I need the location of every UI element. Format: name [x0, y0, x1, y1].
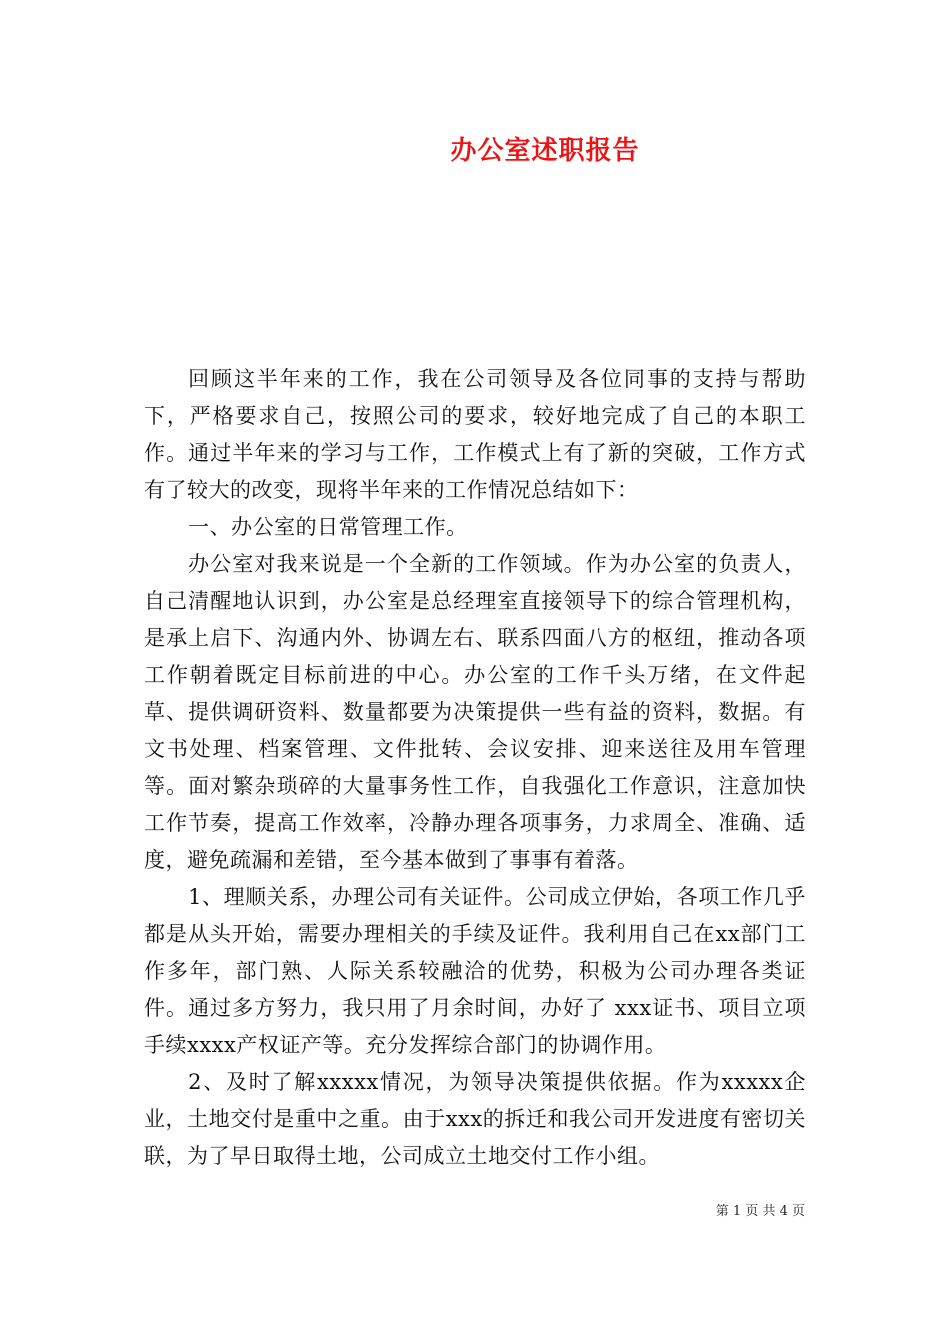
paragraph-intro: 回顾这半年来的工作，我在公司领导及各位同事的支持与帮助下，严格要求自己，按照公司的要求，较好地完成了自己的本职工作。通过半年来的学习与工作，工作模式上有了新的突破，工作方式有了较大的改变，现将半年来的工作情况总结如下： — [144, 367, 806, 502]
page-number-footer: 第 1 页 共 4 页 — [715, 1204, 805, 1219]
section-heading-1: 一、办公室的日常管理工作。 — [188, 515, 468, 539]
paragraph-item-1: 1、理顺关系，办理公司有关证件。公司成立伊始，各项工作几乎都是从头开始，需要办理相关的手续及证件。我利用自己在xx部门工作多年，部门熟、人际关系较融洽的优势，积极为公司办理各类证件。通过多方努力，我只用了月余时间，办好了 xxx证书、项目立项手续xxxx产权证产等。充分发挥综合部门的协调作用。 — [144, 885, 806, 1057]
document-title: 办公室述职报告 — [450, 136, 640, 166]
paragraph-daily-management: 办公室对我来说是一个全新的工作领域。作为办公室的负责人，自己清醒地认识到，办公室是总经理室直接领导下的综合管理机构，是承上启下、沟通内外、协调左右、联系四面八方的枢纽，推动各项工作朝着既定目标前进的中心。办公室的工作千头万绪，在文件起草、提供调研资料、数量都要为决策提供一些有益的资料，数据。有文书处理、档案管理、文件批转、会议安排、迎来送往及用车管理等。面对繁杂琐碎的大量事务性工作，自我强化工作意识，注意加快工作节奏，提高工作效率，冷静办理各项事务，力求周全、准确、适度，避免疏漏和差错，至今基本做到了事事有着落。 — [144, 552, 806, 872]
paragraph-item-2: 2、及时了解xxxxx情况，为领导决策提供依据。作为xxxxx企业，土地交付是重中之重。由于xxx的拆迁和我公司开发进度有密切关联，为了早日取得土地，公司成立土地交付工作小组。 — [144, 1070, 806, 1168]
document-body — [144, 361, 806, 1175]
